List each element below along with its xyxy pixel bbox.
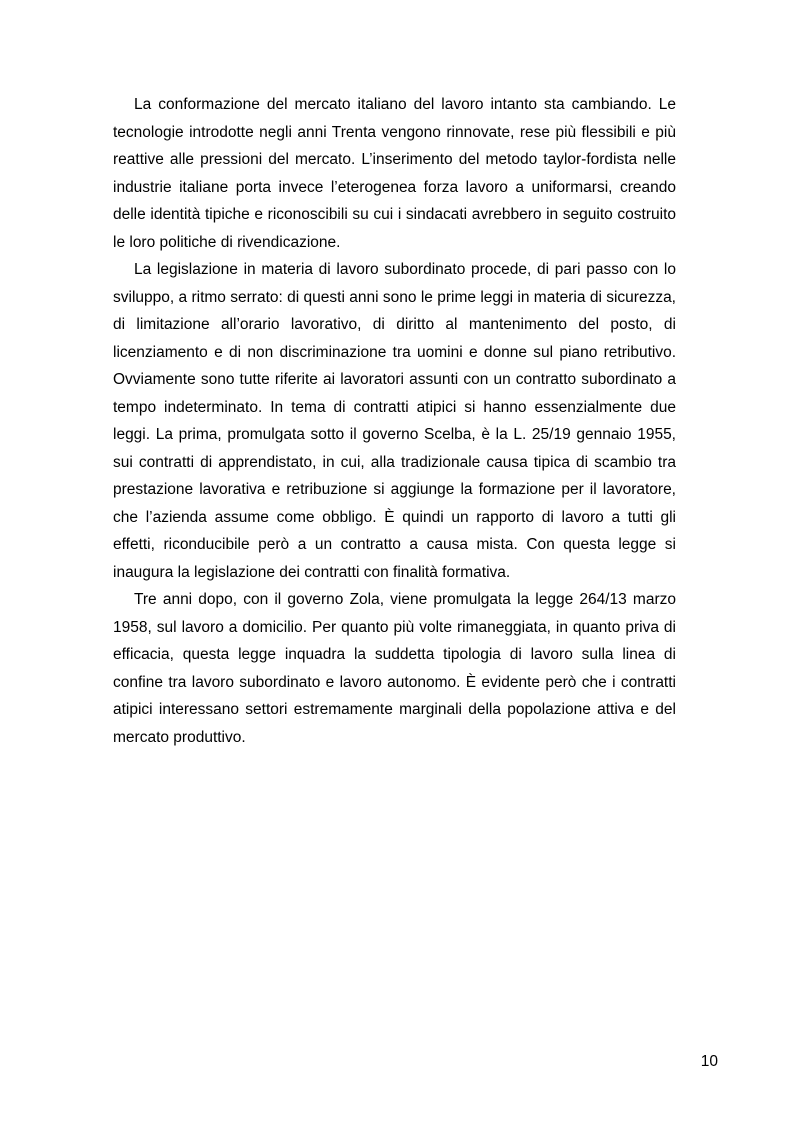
paragraph: La legislazione in materia di lavoro subordinato procede, di pari passo con lo sviluppo, a ritmo serrato: di questi anni sono le prime leggi in materia di sicurezza, di limitazione all’orario lavorativo, di diritto al mantenimento del posto, di licenziamento e di non discriminazione tra uomini e donne sul piano retributivo. Ovviamente sono tutte riferite ai lavoratori assunti con un contratto subordinato a tempo indeterminato. In tema di contratti atipici si hanno essenzialmente due leggi. La prima, promulgata sotto il governo Scelba, è la L. 25/19 gennaio 1955, sui contratti di apprendistato, in cui, alla tradizionale causa tipica di scambio tra prestazione lavorativa e retribuzione si aggiunge la formazione per il lavoratore, che l’azienda assume come obbligo. È quindi un rapporto di lavoro a tutti gli effetti, riconducibile però a un contratto a causa mista. Con questa legge si inaugura la legislazione dei contratti con finalità formativa. <box>113 261 676 581</box>
page-number: 10 <box>700 1053 718 1070</box>
body-text <box>113 91 676 751</box>
paragraph: La conformazione del mercato italiano del lavoro intanto sta cambiando. Le tecnologie introdotte negli anni Trenta vengono rinnovate, rese più flessibili e più reattive alle pressioni del mercato. L’inserimento del metodo taylor-fordista nelle industrie italiane porta invece l’eterogenea forza lavoro a uniformarsi, creando delle identità tipiche e riconoscibili su cui i sindacati avrebbero in seguito costruito le loro politiche di rivendicazione. <box>113 96 676 251</box>
paragraph: Tre anni dopo, con il governo Zola, viene promulgata la legge 264/13 marzo 1958, sul lavoro a domicilio. Per quanto più volte rimaneggiata, in quanto priva di efficacia, questa legge inquadra la suddetta tipologia di lavoro sulla linea di confine tra lavoro subordinato e lavoro autonomo. È evidente però che i contratti atipici interessano settori estremamente marginali della popolazione attiva e del mercato produttivo. <box>113 591 676 746</box>
